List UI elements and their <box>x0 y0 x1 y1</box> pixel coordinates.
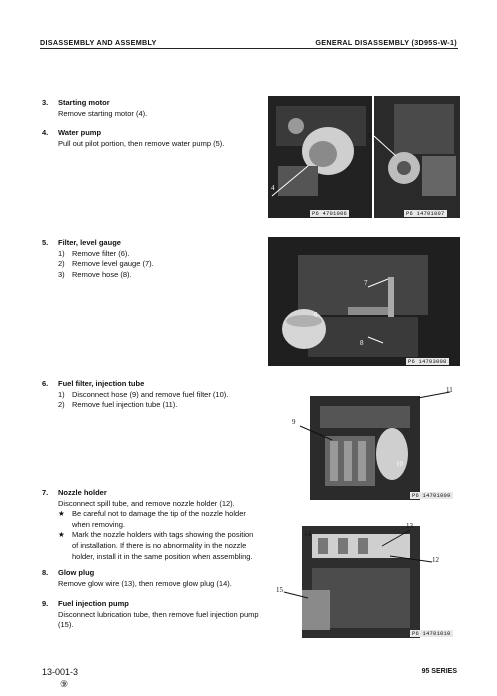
callout-number: 15 <box>276 586 283 594</box>
page-number: 13-001-3 <box>42 667 79 677</box>
step-title: Glow plug <box>58 568 95 577</box>
step-text: Disconnect spill tube, and remove nozzle holder (12). <box>58 498 235 508</box>
callout-number: 12 <box>432 556 439 564</box>
step-4 <box>42 128 257 149</box>
step-title: Fuel injection pump <box>58 599 129 608</box>
photo-starting-motor <box>268 96 372 218</box>
photo-caption: P6 14701009 <box>412 492 451 499</box>
step-number: 5. <box>42 238 49 247</box>
step-7 <box>42 488 260 562</box>
revision-mark: ⑨ <box>60 679 69 689</box>
step-3 <box>42 98 252 119</box>
step-9 <box>42 599 264 631</box>
photo-caption: P6 4701006 <box>312 210 348 217</box>
photo-caption: P6 14703008 <box>408 358 447 365</box>
step-6 <box>42 379 272 411</box>
photo-caption: P6 14701007 <box>406 210 445 217</box>
step-title: Starting motor <box>58 98 110 107</box>
step-number: 4. <box>42 128 49 137</box>
photo-water-pump <box>368 96 460 218</box>
step-number: 7. <box>42 488 49 497</box>
step-8 <box>42 568 260 589</box>
callout-number: 11 <box>446 386 453 394</box>
callout-number: 4 <box>271 184 275 192</box>
step-number: 6. <box>42 379 49 388</box>
callout-number: 13 <box>406 522 413 530</box>
header-chapter-title: GENERAL DISASSEMBLY (3D95S-W-1) <box>315 38 457 47</box>
step-title: Water pump <box>58 128 102 137</box>
step-item: 3) Remove hose (8). <box>58 269 132 279</box>
caution-note: ★ Be careful not to damage the tip of the nozzle holder when removing. <box>58 509 246 529</box>
photo-nozzle-glow-pump <box>272 520 462 638</box>
header-section-title: DISASSEMBLY AND ASSEMBLY <box>40 38 157 47</box>
photo-caption: P6 14701010 <box>412 630 451 637</box>
step-item: 2) Remove level gauge (7). <box>58 259 154 269</box>
star-icon: ★ <box>58 530 65 540</box>
callout-number: 9 <box>292 418 296 426</box>
step-number: 3. <box>42 98 49 107</box>
header-rule <box>40 48 458 49</box>
step-title: Fuel filter, injection tube <box>58 379 145 388</box>
star-icon: ★ <box>58 509 65 519</box>
photo-filter-level-gauge <box>268 237 460 366</box>
step-number: 9. <box>42 599 49 608</box>
photo-fuel-filter <box>270 386 460 500</box>
callout-number: 8 <box>360 339 364 347</box>
callout-number: 7 <box>364 279 368 287</box>
step-text: Disconnect lubrication tube, then remove fuel injection pump (15). <box>58 609 259 630</box>
step-text: Remove starting motor (4). <box>58 108 148 118</box>
step-title: Filter, level gauge <box>58 238 121 247</box>
step-number: 8. <box>42 568 49 577</box>
step-item: 2) Remove fuel injection tube (11). <box>58 400 178 410</box>
callout-number: 5 <box>368 132 372 140</box>
step-title: Nozzle holder <box>58 488 107 497</box>
callout-number: 14 <box>304 530 311 538</box>
step-5 <box>42 238 257 280</box>
step-text: Pull out pilot portion, then remove water pump (5). <box>58 138 225 148</box>
callout-number: 6 <box>314 311 318 319</box>
caution-note: ★ Mark the nozzle holders with tags showing the position of installation. If there is no abnormality in the nozzle holder, install it in the same position when assembling. <box>58 530 254 561</box>
series-label: 95 SERIES <box>421 668 457 675</box>
step-item: 1) Remove filter (6). <box>58 248 130 258</box>
callout-number: 10 <box>396 460 403 468</box>
step-text: Remove glow wire (13), then remove glow plug (14). <box>58 578 232 588</box>
step-item: 1) Disconnect hose (9) and remove fuel filter (10). <box>58 389 229 399</box>
